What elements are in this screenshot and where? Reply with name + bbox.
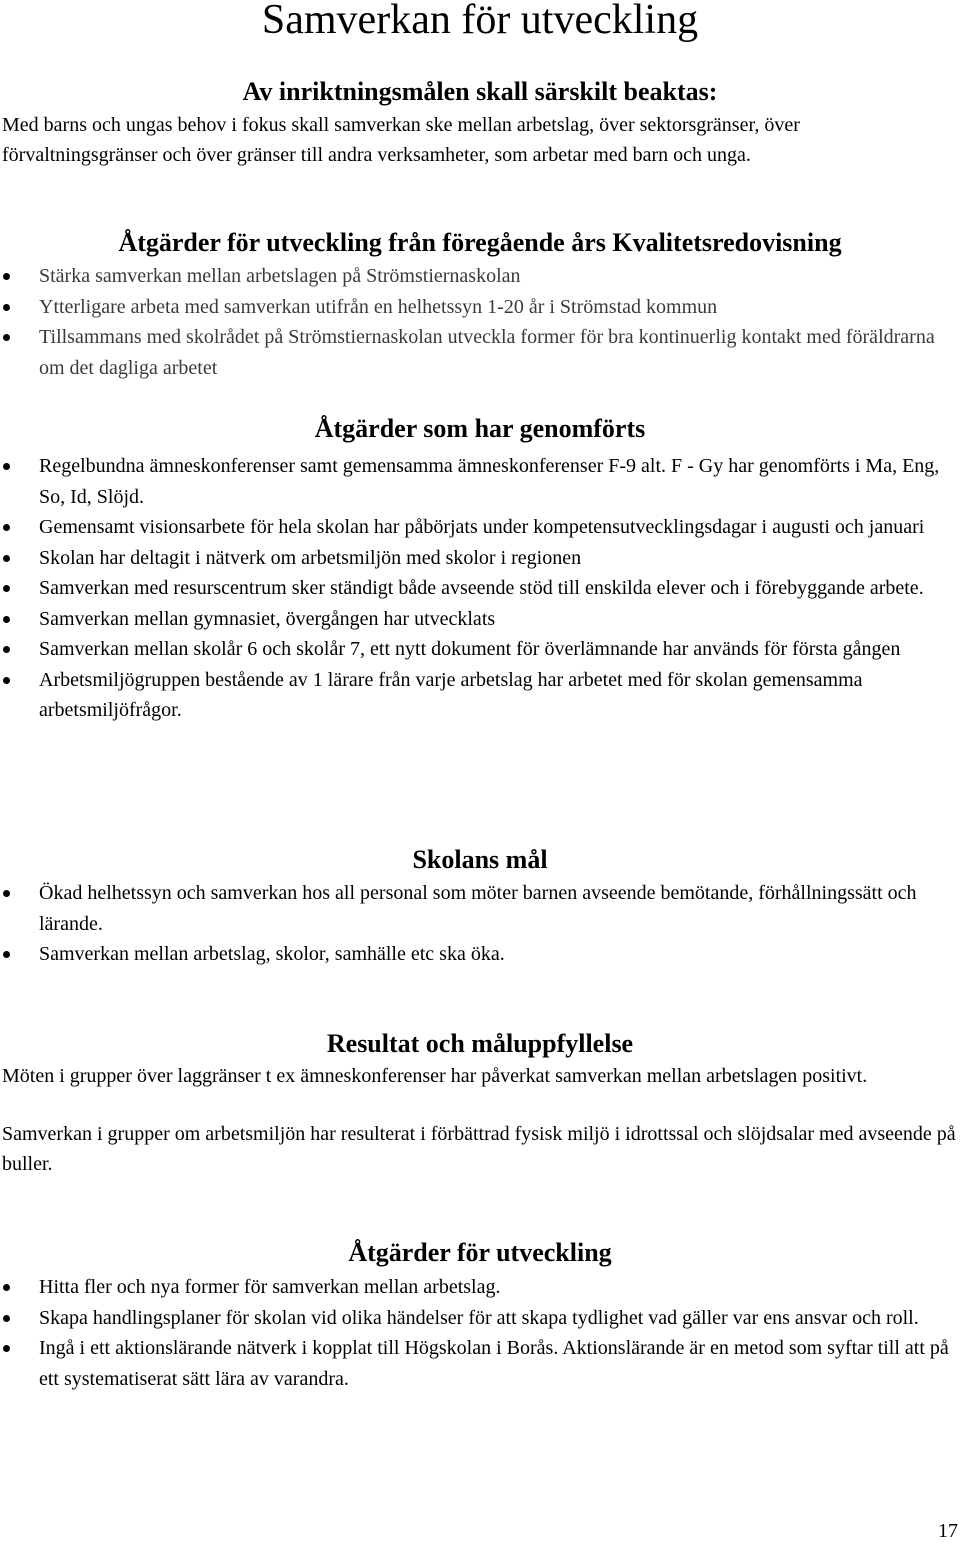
heading-school-goals: Skolans mål bbox=[412, 845, 548, 874]
list-item-text: Arbetsmiljögruppen bestående av 1 lärare från varje arbetslag har arbetet med för skolan gemensamma arbetsmiljöfrågor. bbox=[39, 668, 863, 721]
aims-paragraph: Med barns och ungas behov i fokus skall samverkan ske mellan arbetslag, över sektorsgränser, över förvaltningsgränser och över gränser till andra verksamheter, som arbetar med barn och unga. bbox=[2, 114, 800, 166]
list-item bbox=[0, 573, 958, 604]
list-item-text: Hitta fler och nya former för samverkan mellan arbetslag. bbox=[39, 1276, 501, 1298]
heading-actions-done: Åtgärder som har genomförts bbox=[314, 414, 646, 443]
school-goals-list bbox=[0, 878, 958, 970]
list-item-text: Stärka samverkan mellan arbetslagen på Strömstiernaskolan bbox=[39, 265, 521, 287]
bullet-icon bbox=[3, 304, 10, 311]
list-item bbox=[0, 665, 958, 726]
list-item bbox=[0, 512, 958, 543]
bullet-icon bbox=[3, 524, 10, 531]
list-item bbox=[0, 878, 958, 939]
list-item bbox=[0, 543, 958, 574]
list-item-text: Samverkan mellan gymnasiet, övergången har utvecklats bbox=[39, 607, 496, 630]
list-item-text: Samverkan med resurscentrum sker ständigt både avseende stöd till enskilda elever och i förebyggande arbete. bbox=[39, 577, 924, 599]
list-item-text: Skapa handlingsplaner för skolan vid olika händelser för att skapa tydlighet vad gäller var ens ansvar och roll. bbox=[39, 1306, 919, 1329]
heading-aims: Av inriktningsmålen skall särskilt beaktas: bbox=[242, 77, 718, 106]
bullet-icon bbox=[3, 1315, 10, 1322]
heading-previous-actions: Åtgärder för utveckling från föregående års Kvalitetsredovisning bbox=[118, 228, 842, 257]
list-item-text: Skolan har deltagit i nätverk om arbetsmiljön med skolor i regionen bbox=[39, 546, 582, 569]
bullet-icon bbox=[3, 646, 10, 653]
list-item-text: Ökad helhetssyn och samverkan hos all personal som möter barnen avseende bemötande, förhållningssätt och lärande. bbox=[39, 882, 917, 935]
list-item-text: Gemensamt visionsarbete för hela skolan har påbörjats under kompetensutvecklingsdagar i augusti och januari bbox=[39, 516, 925, 538]
results-paragraph-1: Möten i grupper över laggränser t ex ämneskonferenser har påverkat samverkan mellan arbetslagen positivt. bbox=[2, 1065, 868, 1087]
list-item bbox=[0, 322, 958, 383]
actions-done-list bbox=[0, 451, 958, 726]
future-actions-list bbox=[0, 1272, 958, 1394]
list-item-text: Samverkan mellan skolår 6 och skolår 7, ett nytt dokument för överlämnande har används för första gången bbox=[39, 638, 901, 660]
heading-future-actions: Åtgärder för utveckling bbox=[348, 1238, 612, 1267]
bullet-icon bbox=[3, 273, 10, 280]
list-item-text: Samverkan mellan arbetslag, skolor, samhälle etc ska öka. bbox=[39, 943, 505, 965]
bullet-icon bbox=[3, 677, 10, 684]
heading-results: Resultat och måluppfyllelse bbox=[326, 1029, 634, 1058]
page-title: Samverkan för utveckling bbox=[261, 0, 699, 43]
bullet-icon bbox=[3, 585, 10, 592]
list-item-text: Ytterligare arbeta med samverkan utifrån en helhetssyn 1-20 år i Strömstad kommun bbox=[39, 295, 718, 318]
results-paragraph-2: Samverkan i grupper om arbetsmiljön har resulterat i förbättrad fysisk miljö i idrottssal och slöjdsalar med avseende på buller. bbox=[2, 1123, 956, 1175]
bullet-icon bbox=[3, 1345, 10, 1352]
page-number: 17 bbox=[938, 1520, 958, 1542]
list-item bbox=[0, 939, 958, 970]
list-item-text: Regelbundna ämneskonferenser samt gemensamma ämneskonferenser F-9 alt. F - Gy har genomförts i Ma, Eng, So, Id, Slöjd. bbox=[39, 455, 940, 508]
bullet-icon bbox=[3, 1284, 10, 1291]
bullet-icon bbox=[3, 463, 10, 470]
list-item bbox=[0, 1333, 958, 1394]
list-item bbox=[0, 292, 958, 323]
list-item bbox=[0, 604, 958, 635]
list-item-text: Tillsammans med skolrådet på Strömstiernaskolan utveckla former för bra kontinuerlig kontakt med föräldrarna om det dagliga arbetet bbox=[39, 326, 935, 379]
list-item bbox=[0, 451, 958, 512]
previous-actions-list bbox=[0, 261, 958, 383]
bullet-icon bbox=[3, 334, 10, 341]
list-item bbox=[0, 261, 958, 292]
bullet-icon bbox=[3, 555, 10, 562]
list-item bbox=[0, 634, 958, 665]
bullet-icon bbox=[3, 616, 10, 623]
list-item bbox=[0, 1272, 958, 1303]
bullet-icon bbox=[3, 890, 10, 897]
bullet-icon bbox=[3, 951, 10, 958]
list-item bbox=[0, 1303, 958, 1334]
list-item-text: Ingå i ett aktionslärande nätverk i kopplat till Högskolan i Borås. Aktionslärande är en metod som syftar till att på ett systematiserat sätt lära av varandra. bbox=[39, 1337, 949, 1390]
